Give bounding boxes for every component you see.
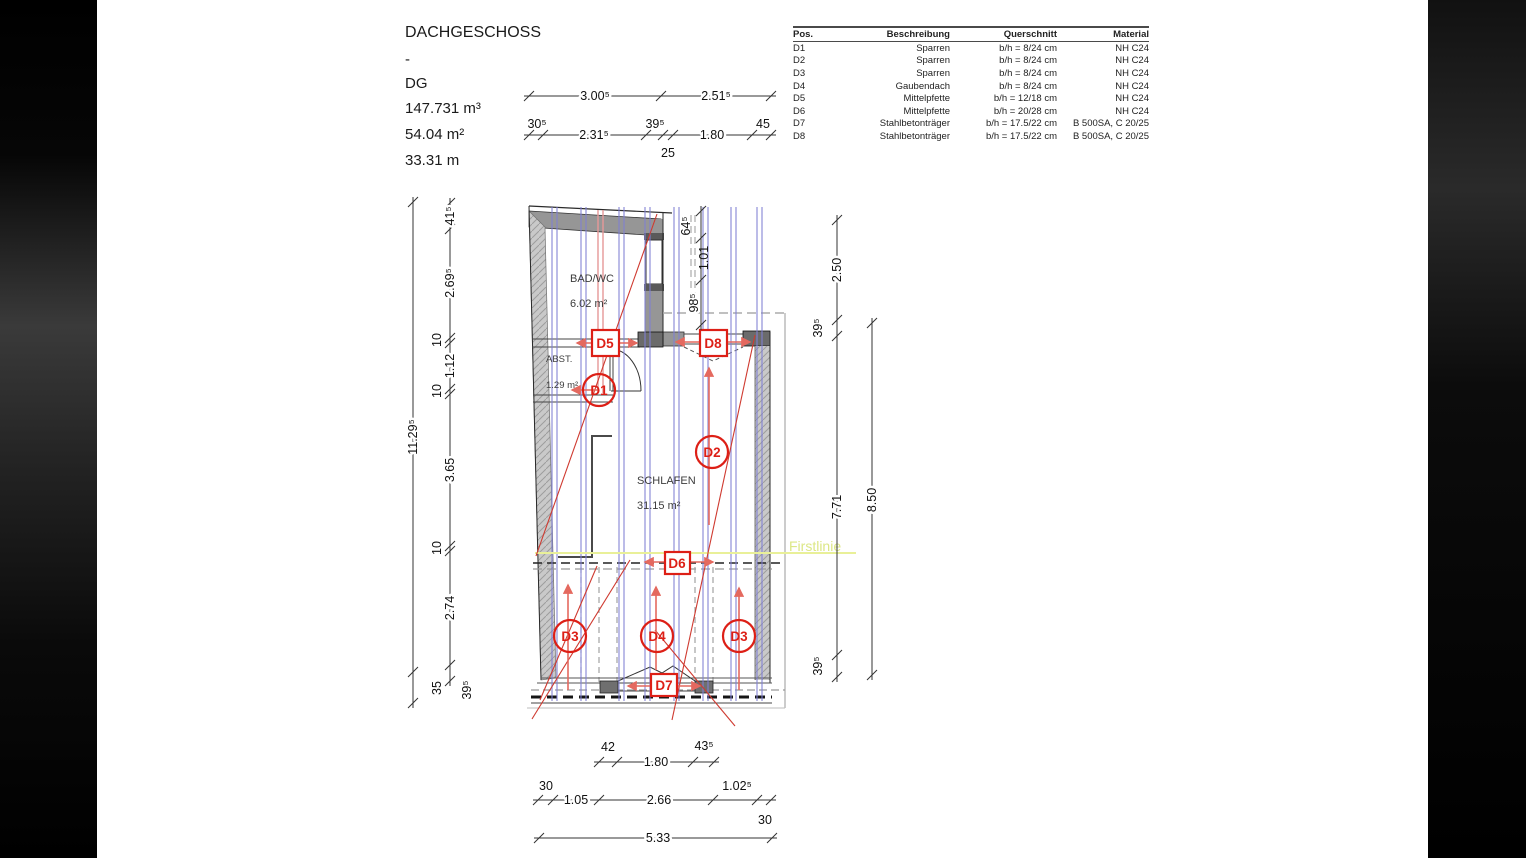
cell-mat: NH C24 <box>1115 93 1149 105</box>
cell-cross: b/h = 20/28 cm <box>993 105 1057 117</box>
col-header-mat: Material <box>1113 29 1149 40</box>
dim-top-3005: 3.00⁵ <box>580 89 610 103</box>
marker-d2: D2 <box>703 445 721 460</box>
dimension-labels <box>406 89 879 845</box>
marker-d7: D7 <box>655 678 673 693</box>
cell-cross: b/h = 8/24 cm <box>999 55 1057 67</box>
cell-desc: Sparren <box>916 67 950 79</box>
room-area-schlafen: 31.15 m² <box>637 500 681 512</box>
cell-desc: Sparren <box>916 42 950 54</box>
dim-top-25: 25 <box>661 146 675 160</box>
cell-mat: NH C24 <box>1115 42 1149 54</box>
dim-notch-645: 64⁵ <box>679 216 693 236</box>
dim-top-395: 39⁵ <box>645 117 665 131</box>
dim-bot-1025: 1.02⁵ <box>722 779 752 793</box>
title-dash: - <box>405 51 410 68</box>
span-diagonals <box>532 214 755 726</box>
dim-top-45: 45 <box>756 117 770 131</box>
dim-top-2315: 2.31⁵ <box>579 128 609 142</box>
dim-right-395-top: 39⁵ <box>811 318 825 338</box>
marker-d6: D6 <box>668 556 686 571</box>
dim-right-771: 7.71 <box>830 494 844 520</box>
marker-d3-left: D3 <box>561 629 579 644</box>
dim-bot-30-left: 30 <box>539 779 553 793</box>
dim-top-2515: 2.51⁵ <box>701 89 731 103</box>
cell-pos: D8 <box>793 130 806 142</box>
dim-bot-30-right: 30 <box>758 813 772 827</box>
length-value: 33.31 m <box>405 152 460 169</box>
volume-value: 147.731 m³ <box>405 100 481 117</box>
dim-right-total: 8.50 <box>865 487 879 513</box>
cell-pos: D1 <box>793 42 806 54</box>
room-name-badwc: BAD/WC <box>570 273 614 285</box>
dim-left-274: 2.74 <box>443 595 457 621</box>
dimension-lines <box>408 91 877 843</box>
room-area-badwc: 6.02 m² <box>570 298 608 310</box>
cell-mat: NH C24 <box>1115 55 1149 67</box>
level-label: DG <box>405 75 428 92</box>
cell-pos: D3 <box>793 67 806 79</box>
room-name-schlafen: SCHLAFEN <box>637 475 696 487</box>
cell-pos: D4 <box>793 80 806 92</box>
marker-d8: D8 <box>704 336 722 351</box>
col-header-desc: Beschreibung <box>886 29 950 40</box>
dim-bot-266: 2.66 <box>646 793 672 807</box>
room-labels <box>546 273 696 512</box>
dim-top-180: 1.80 <box>699 128 725 142</box>
marker-d5: D5 <box>596 336 614 351</box>
dim-notch-101: 1.01 <box>697 245 711 271</box>
cell-desc: Sparren <box>916 55 950 67</box>
cell-cross: b/h = 12/18 cm <box>993 93 1057 105</box>
cell-cross: b/h = 17.5/22 cm <box>985 130 1057 142</box>
cell-desc: Stahlbetonträger <box>879 118 950 130</box>
dim-right-250: 2.50 <box>830 257 844 283</box>
cell-pos: D5 <box>793 93 806 105</box>
dim-left-10c: 10 <box>430 541 444 555</box>
dim-bot-105: 1.05 <box>563 793 589 807</box>
cell-desc: Mittelpfette <box>903 105 950 117</box>
col-header-cross: Querschnitt <box>1003 29 1057 40</box>
cell-mat: NH C24 <box>1115 67 1149 79</box>
col-header-pos: Pos. <box>793 29 814 40</box>
cell-mat: NH C24 <box>1115 80 1149 92</box>
area-value: 54.04 m² <box>405 126 465 143</box>
dim-left-total: 11.29⁵ <box>406 419 420 455</box>
dim-left-2695: 2.69⁵ <box>443 268 457 298</box>
room-area-abst: 1.29 m² <box>546 380 579 391</box>
dim-top-305: 30⁵ <box>527 117 547 131</box>
stair-rail <box>558 436 612 557</box>
dim-left-365: 3.65 <box>443 457 457 483</box>
position-markers <box>554 330 755 696</box>
ridge-line-group <box>535 538 856 554</box>
dim-left-10b: 10 <box>430 384 444 398</box>
cell-cross: b/h = 8/24 cm <box>999 42 1057 54</box>
dim-bot-435: 43⁵ <box>694 739 714 753</box>
page-title: DACHGESCHOSS <box>405 24 542 41</box>
dim-bot-533: 5.33 <box>645 831 671 845</box>
cell-mat: B 500SA, C 20/25 <box>1072 130 1149 142</box>
cell-desc: Mittelpfette <box>903 93 950 105</box>
cell-cross: b/h = 8/24 cm <box>999 67 1057 79</box>
dim-left-35: 35 <box>430 681 444 695</box>
cell-pos: D7 <box>793 118 806 130</box>
dim-left-395: 39⁵ <box>460 680 474 700</box>
marker-d3-right: D3 <box>730 629 748 644</box>
cell-mat: B 500SA, C 20/25 <box>1072 118 1149 130</box>
cell-cross: b/h = 17.5/22 cm <box>985 118 1057 130</box>
cell-pos: D6 <box>793 105 806 117</box>
cell-desc: Gaubendach <box>895 80 950 92</box>
dim-right-395-bottom: 39⁵ <box>811 656 825 676</box>
cell-cross: b/h = 8/24 cm <box>999 80 1057 92</box>
dim-left-415: 41⁵ <box>443 206 457 226</box>
dim-left-112: 1.12 <box>443 353 457 379</box>
marker-d1: D1 <box>590 383 608 398</box>
cell-desc: Stahlbetonträger <box>879 130 950 142</box>
marker-d4: D4 <box>648 629 666 644</box>
ridge-label: Firstlinie <box>789 538 842 554</box>
dim-left-10a: 10 <box>430 333 444 347</box>
dim-notch-985: 98⁵ <box>687 293 701 313</box>
dim-bot-42: 42 <box>601 740 615 754</box>
room-name-abst: ABST. <box>546 354 573 365</box>
cell-pos: D2 <box>793 55 806 67</box>
cell-mat: NH C24 <box>1115 105 1149 117</box>
dim-bot-180: 1.80 <box>643 755 669 769</box>
